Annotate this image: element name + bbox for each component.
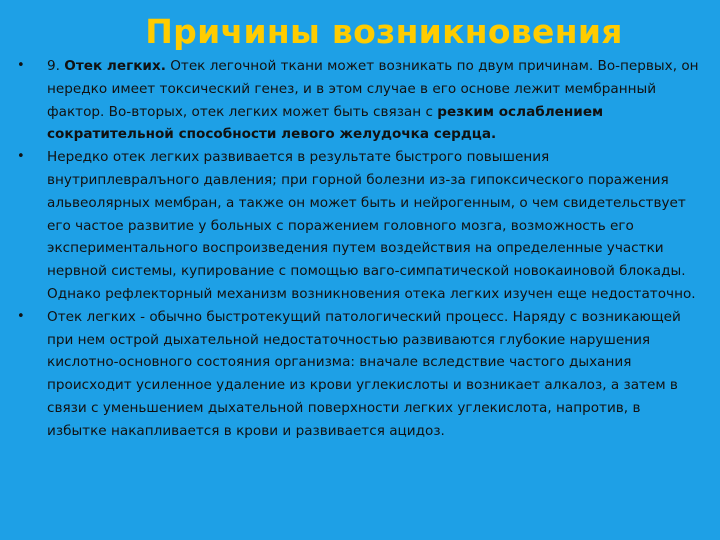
bullet-item-1 [0,55,700,146]
bullet-item-2 [0,146,700,306]
item-number: 9. [47,58,65,74]
bullet-list [0,52,700,443]
bullet-item-3 [0,306,700,443]
bullet-icon: • [17,149,25,165]
bold-heading: Отек легких. [64,58,166,74]
bullet-icon: • [17,58,25,73]
bold-emphasis: резким ослаблением сократительной способности левого желудочка сердца. [47,103,604,143]
body-text: Отек легочной ткани может возникать по двум причинам. Во-первых, он нередко имеет токсический генез, и в этом случае в его основе лежит мембранный фактор. Во-вторых, отек легких может быть связан с [47,58,699,120]
bullet-text-3: Отек легких - обычно быстротекущий патологический процесс. Наряду с возникающей при нем острой дыхательной недостаточностью развиваются глубокие нарушения кислотно-основного состояния организма: вначале вследствие частого дыхания происходит усиленное удаление из крови углекислоты и возникает алкалоз, а затем в связи с уменьшением дыхательной поверхности легких углекислота, напротив, в избытке накапливается в крови и развивается ацидоз. [47,308,681,439]
slide-title: Причины возникновения [145,12,623,51]
bullet-text-2: Нередко отек легких развивается в результате быстрого повышения внутриплевралъного давления; при горной болезни из-за гипоксического поражения альвеолярных мембран, а также он может быть и нейрогенным, о чем свидетельствует его частое развитие у больных с поражением головного мозга, возможность его экспериментального воспроизведения путем воздействия на определенные участки нервной системы, купирование с помощью ваго-симпатической новокаиновой блокады. Однако рефлекторный механизм возникновения отека легких изучен еще недостаточно. [47,149,696,302]
bullet-icon: • [17,308,25,324]
bullet-text-1 [47,55,700,146]
